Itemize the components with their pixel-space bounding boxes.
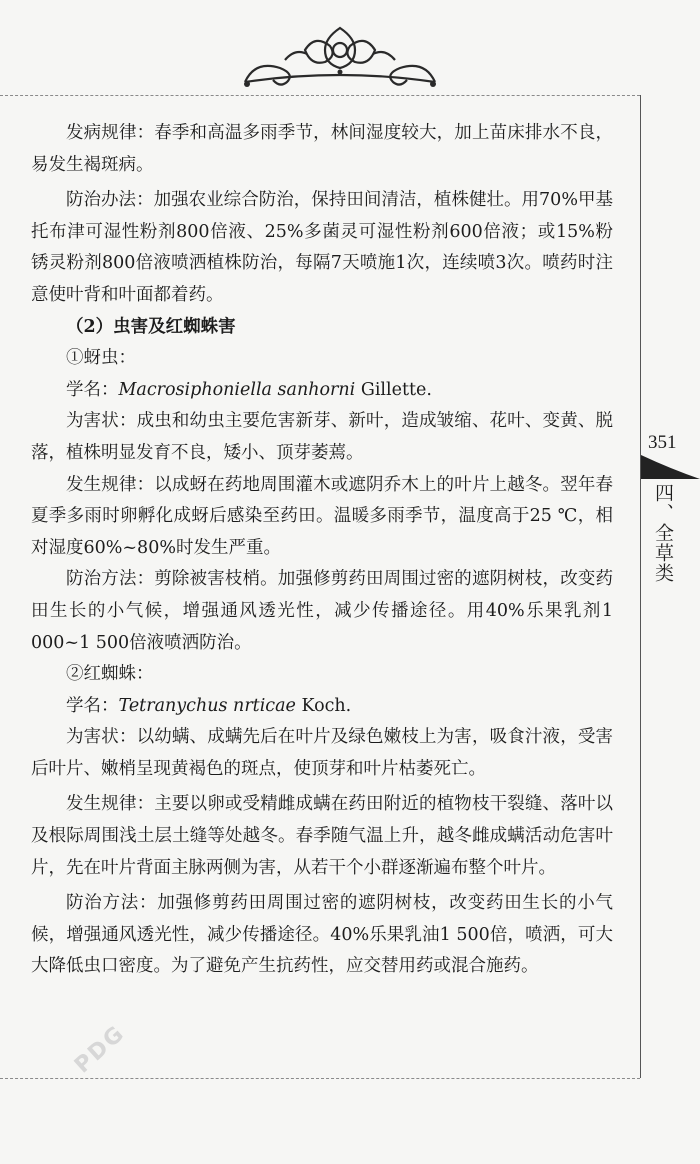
paragraph: 发病规律：春季和高温多雨季节，林间湿度较大，加上苗床排水不良，易发生褐斑病。 (31, 123, 613, 175)
paragraph: 防治方法：加强修剪药田周围过密的遮阴树枝，改变药田生长的小气候，增强通风透光性，减少传播途径。40%乐果乳油1 500倍，喷洒，可大大降低虫口密度。为了避免产生抗药性，应交替用药或混合施药。 (31, 893, 613, 977)
label-text: 学名： (66, 379, 119, 400)
author-name: Gillette. (355, 379, 432, 400)
paragraph: 发生规律：主要以卵或受精雌成螨在药田附近的植物枝干裂缝、落叶以及根际周围浅土层土缝等处越冬。春季随气温上升，越冬雌成螨活动危害叶片，先在叶片背面主脉两侧为害，从若干个小群逐渐遍布整个叶片。 (31, 794, 613, 878)
paragraph: 为害状：成虫和幼虫主要危害新芽、新叶，造成皱缩、花叶、变黄、脱落，植株明显发育不良，矮小、顶芽萎蔫。 (31, 411, 613, 463)
side-divider (640, 95, 641, 1078)
top-rule (0, 95, 640, 96)
author-name: Koch. (295, 695, 352, 716)
paragraph: 防治办法：加强农业综合防治，保持田间清洁，植株健壮。用70%甲基托布津可湿性粉剂800倍液、25%多菌灵可湿性粉剂600倍液；或15%粉锈灵粉剂800倍液喷洒植株防治，每隔7天喷施1次，连续喷3次。喷药时注意使叶背和叶面都着药。 (31, 190, 613, 305)
scientific-name (31, 375, 613, 407)
latin-name: Macrosiphoniella sanhorni (118, 379, 356, 400)
label-text: 学名： (66, 695, 119, 716)
subheading: ①蚜虫： (66, 348, 136, 369)
paragraph: 防治方法：剪除被害枝梢。加强修剪药田周围过密的遮阴树枝，改变药田生长的小气候，增强通风透光性，减少传播途径。用40%乐果乳剂1 000~1 500倍液喷洒防治。 (31, 569, 613, 653)
subheading: ②红蜘蛛： (66, 664, 154, 685)
tab-wedge-icon (641, 455, 700, 479)
section-tab: 四、全草类 (652, 483, 674, 583)
section-heading: （2）虫害及红蜘蛛害 (66, 316, 236, 337)
watermark: PDG (69, 1020, 131, 1079)
paragraph: 为害状：以幼螨、成螨先后在叶片及绿色嫩枝上为害，吸食汁液，受害后叶片、嫩梢呈现黄褐色的斑点，使顶芽和叶片枯萎死亡。 (31, 727, 613, 779)
latin-name: Tetranychus nrticae (118, 695, 296, 716)
paragraph: 发生规律：以成蚜在药地周围灌木或遮阴乔木上的叶片上越冬。翌年春夏季多雨时卵孵化成蚜后感染至药田。温暖多雨季节，温度高于25 ℃，相对湿度60%~80%时发生严重。 (31, 474, 613, 558)
scroll-ornament-icon (225, 20, 455, 98)
page-number: 351 (648, 432, 677, 453)
page-body (31, 118, 613, 983)
scientific-name (31, 691, 613, 723)
